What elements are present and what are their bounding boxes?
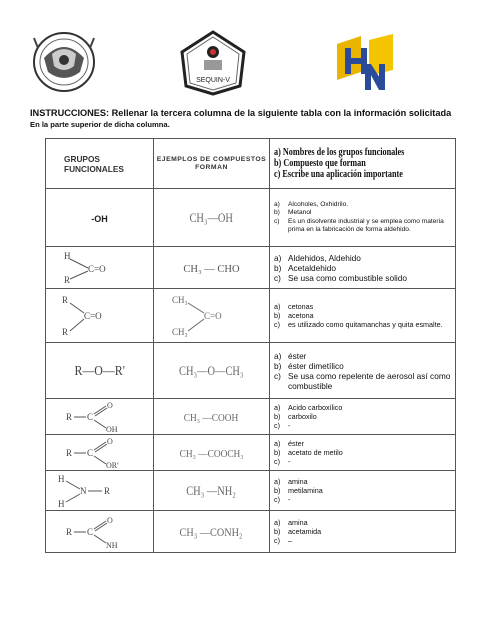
answer-c: c) - (274, 457, 291, 466)
unam-seal-logo (30, 28, 98, 94)
answer-c: c) Se usa como combustible solido (274, 272, 407, 283)
svg-text:H: H (63, 250, 70, 261)
answer-a: a) éster (274, 350, 307, 361)
answer-cell (270, 471, 456, 511)
answer-b: b) éster dimetílico (274, 360, 344, 371)
table-row (46, 471, 456, 511)
example-formula: CH₃ —NH₂ (186, 482, 237, 498)
example-formula: CH₃ —COOCH₃ (179, 447, 244, 460)
header-question-c: c) Escribe una aplicación importante (274, 169, 403, 180)
table-row (46, 435, 456, 471)
amide-group-structure (50, 513, 150, 551)
svg-text:CH₃: CH₃ (171, 326, 188, 337)
example-cell (154, 511, 270, 553)
svg-text:R: R (65, 526, 72, 537)
table-row (46, 289, 456, 343)
example-cell (154, 435, 270, 471)
ester-group-structure (50, 436, 150, 470)
instructions (30, 108, 470, 129)
svg-text:R: R (65, 411, 72, 422)
ketone-group-structure (50, 293, 150, 339)
answer-cell (270, 189, 456, 247)
example-formula: CH₃ —COOH (184, 411, 239, 424)
table-header-row (46, 139, 456, 189)
answer-a: a) Alcoholes, Oxhidrilo. (274, 200, 349, 208)
group-formula: -OH (91, 213, 108, 224)
answer-c: c) es utilizado como quitamanchas y quita esmalte. (274, 320, 443, 329)
svg-text:O: O (106, 436, 113, 446)
answer-cell (270, 247, 456, 289)
header-questions (270, 139, 456, 189)
svg-text:C=O: C=O (83, 310, 102, 321)
table-row (46, 343, 456, 399)
svg-text:OH: OH (105, 424, 118, 434)
answer-a: a) amina (274, 518, 308, 527)
svg-text:O: O (106, 515, 113, 525)
group-cell (46, 435, 154, 471)
group-cell (46, 399, 154, 435)
answer-b: b) acetato de metilo (274, 448, 343, 457)
table-row (46, 189, 456, 247)
group-cell (46, 189, 154, 247)
carboxylic-acid-group-structure (50, 400, 150, 434)
svg-text:R: R (65, 447, 72, 458)
example-cell (154, 399, 270, 435)
acetone-structure (158, 293, 266, 339)
svg-text:C=O: C=O (203, 310, 222, 321)
header-functional-groups: GRUPOS FUNCIONALES (46, 139, 154, 189)
header-question-b: b) Compuesto que forman (274, 158, 366, 169)
hnc-logo (335, 30, 395, 92)
answer-c: c) Se usa como repelente de aerosol así como combustible (274, 370, 451, 391)
answer-a: a) amina (274, 477, 308, 486)
answer-c: c) – (274, 536, 292, 545)
answer-a: a) Acido carboxílico (274, 403, 343, 412)
svg-text:C: C (86, 411, 93, 422)
svg-text:R: R (61, 326, 68, 337)
svg-text:H: H (57, 498, 64, 509)
answer-c: c) - (274, 421, 291, 430)
answer-cell (270, 289, 456, 343)
header-question-a: a) Nombres de los grupos funcionales (274, 147, 405, 158)
answer-b: b) metilamina (274, 486, 323, 495)
answer-b: b) Metanol (274, 209, 312, 216)
svg-text:R: R (63, 274, 70, 285)
table-row (46, 247, 456, 289)
example-formula: CH₃—OH (189, 209, 234, 225)
svg-text:R: R (61, 294, 68, 305)
answer-b: b) acetamida (274, 527, 322, 536)
group-cell (46, 471, 154, 511)
amine-group-structure (50, 472, 150, 510)
svg-text:R: R (103, 485, 110, 496)
aldehyde-group-structure (50, 249, 150, 287)
svg-text:C=O: C=O (87, 263, 106, 274)
svg-text:NH: NH (105, 540, 118, 550)
group-formula: R—O—R' (74, 363, 125, 379)
example-cell (154, 247, 270, 289)
svg-text:O: O (106, 400, 113, 410)
answer-b: b) acetona (274, 311, 314, 320)
svg-text:OR': OR' (105, 460, 119, 470)
example-cell (154, 189, 270, 247)
answer-a: a) Aldehidos, Aldehido (274, 252, 361, 263)
svg-text:CH₃: CH₃ (171, 294, 188, 305)
instructions-line-1: INSTRUCCIONES: Rellenar la tercera columna de la siguiente tabla con la información solicitada (30, 108, 452, 118)
answer-cell (270, 435, 456, 471)
answer-a: a) éster (274, 439, 304, 448)
svg-text:N: N (79, 485, 86, 496)
answer-c: c) Es un disolvente industrial y se emplea como materia prima en la fabricación de forma aldehido. (274, 217, 444, 233)
svg-text:C: C (86, 526, 93, 537)
table-row (46, 399, 456, 435)
table-row (46, 511, 456, 553)
group-cell (46, 247, 154, 289)
functional-groups-table (45, 138, 456, 553)
answer-c: c) - (274, 495, 291, 504)
example-cell (154, 471, 270, 511)
answer-cell (270, 511, 456, 553)
answer-b: b) carboxilo (274, 412, 317, 421)
answer-cell (270, 399, 456, 435)
group-cell (46, 511, 154, 553)
example-cell (154, 343, 270, 399)
svg-text:SEQUIN-V: SEQUIN-V (196, 77, 230, 84)
example-cell (154, 289, 270, 343)
svg-text:C: C (86, 447, 93, 458)
example-formula: CH₃ —CONH₂ (180, 524, 243, 539)
sequin-v-logo (178, 30, 248, 96)
header-examples: EJEMPLOS DE COMPUESTOS FORMAN (154, 139, 270, 189)
answer-cell (270, 343, 456, 399)
answer-a: a) cetonas (274, 302, 314, 311)
group-cell (46, 289, 154, 343)
svg-text:H: H (57, 473, 64, 484)
answer-b: b) Acetaldehido (274, 262, 336, 273)
example-formula: CH₃ — CHO (183, 263, 240, 275)
example-formula: CH₃—O—CH₃ (179, 362, 244, 378)
instructions-line-2: En la parte superior de dicha columna. (30, 120, 170, 129)
group-cell (46, 343, 154, 399)
